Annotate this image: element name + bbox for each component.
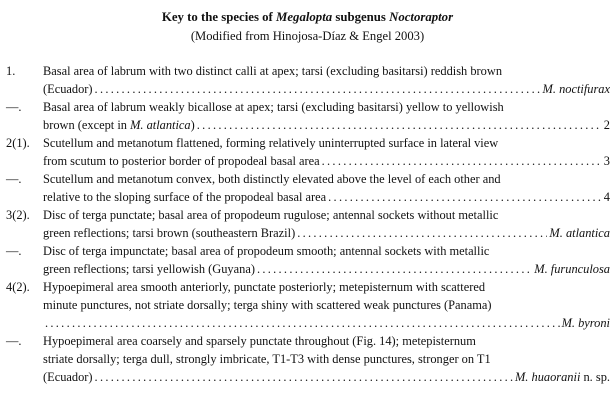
leader-dots xyxy=(322,152,602,170)
couplet-text-line: Disc of terga impunctate; basal area of propodeum smooth; antennal sockets with metallic xyxy=(43,244,490,258)
couplet-4 xyxy=(6,278,610,332)
couplet-number: 3(2). xyxy=(6,208,30,222)
leader-dots xyxy=(297,224,547,242)
lead-destination: M. atlantica xyxy=(549,226,610,240)
couplet-text-line: Scutellum and metanotum convex, both distinctly elevated above the level of each other and xyxy=(43,172,501,186)
couplet-lead xyxy=(43,188,610,206)
identification-key xyxy=(6,62,610,386)
couplet-text-line: Disc of terga punctate; basal area of propodeum rugulose; antennal sockets without metallic xyxy=(43,208,499,222)
couplet-text-line: striate dorsally; terga dull, strongly imbricate, T1-T3 with dense punctures, stronger on T1 xyxy=(43,352,491,366)
couplet-lead xyxy=(43,314,610,332)
leader-dots xyxy=(257,260,532,278)
key-header xyxy=(0,8,615,45)
lead-destination: M. furunculosa xyxy=(534,262,610,276)
lead-destination: 4 xyxy=(603,190,610,204)
subgenus-name: Noctoraptor xyxy=(389,10,454,24)
lead-destination: 3 xyxy=(603,154,610,168)
couplet-1 xyxy=(6,62,610,98)
leader-dots xyxy=(328,188,602,206)
lead-text: brown (except in M. atlantica) xyxy=(43,118,195,132)
lead-destination: 2 xyxy=(603,118,610,132)
couplet-text-line: Basal area of labrum with two distinct calli at apex; tarsi (excluding basitarsi) reddish brown xyxy=(43,64,503,78)
couplet-text-line: minute punctures, not striate dorsally; terga shiny with scattered weak punctures (Panama) xyxy=(43,298,492,312)
leader-dots xyxy=(197,116,602,134)
lead-destination: M. byroni xyxy=(561,316,610,330)
leader-dots xyxy=(95,368,513,386)
couplet-lead xyxy=(43,80,610,98)
couplet-lead xyxy=(43,368,610,386)
couplet-2-alt xyxy=(6,170,610,206)
couplet-3-alt xyxy=(6,242,610,278)
lead-text: relative to the sloping surface of the propodeal basal area xyxy=(43,190,327,204)
couplet-number: 1. xyxy=(6,64,16,78)
leader-dots xyxy=(95,80,541,98)
couplet-number: —. xyxy=(6,334,22,348)
key-subtitle: (Modified from Hinojosa-Díaz & Engel 2003) xyxy=(190,28,425,43)
couplet-text-line: Hypoepimeral area coarsely and sparsely punctate throughout (Fig. 14); metepisternum xyxy=(43,334,476,348)
key-title: Key to the species of Megalopta subgenus Noctoraptor xyxy=(161,10,454,24)
couplet-number: 2(1). xyxy=(6,136,30,150)
couplet-1-alt xyxy=(6,98,610,134)
lead-destination: M. huaoranii n. sp. xyxy=(514,370,610,384)
couplet-lead xyxy=(43,260,610,278)
couplet-3 xyxy=(6,206,610,242)
couplet-number: —. xyxy=(6,172,22,186)
couplet-number: 4(2). xyxy=(6,280,30,294)
lead-text: from scutum to posterior border of propodeal basal area xyxy=(43,154,320,168)
couplet-text-line: Scutellum and metanotum flattened, forming relatively uninterrupted surface in lateral view xyxy=(43,136,499,150)
leader-dots xyxy=(45,314,560,332)
couplet-lead xyxy=(43,152,610,170)
lead-text: green reflections; tarsi brown (southeastern Brazil) xyxy=(43,226,296,240)
lead-destination: M. noctifurax xyxy=(542,82,610,96)
lead-text: green reflections; tarsi yellowish (Guyana) xyxy=(43,262,255,276)
couplet-text-line: Hypoepimeral area smooth anteriorly, punctate posteriorly; metepisternum with scattered xyxy=(43,280,486,294)
couplet-lead xyxy=(43,116,610,134)
lead-text: (Ecuador) xyxy=(43,370,93,384)
genus-name: Megalopta xyxy=(276,10,333,24)
couplet-lead xyxy=(43,224,610,242)
couplet-4-alt xyxy=(6,332,610,386)
couplet-number: —. xyxy=(6,100,22,114)
couplet-2 xyxy=(6,134,610,170)
couplet-text-line: Basal area of labrum weakly bicallose at apex; tarsi (excluding basitarsi) yellow to yellowish xyxy=(43,100,504,114)
lead-text: (Ecuador) xyxy=(43,82,93,96)
couplet-number: —. xyxy=(6,244,22,258)
